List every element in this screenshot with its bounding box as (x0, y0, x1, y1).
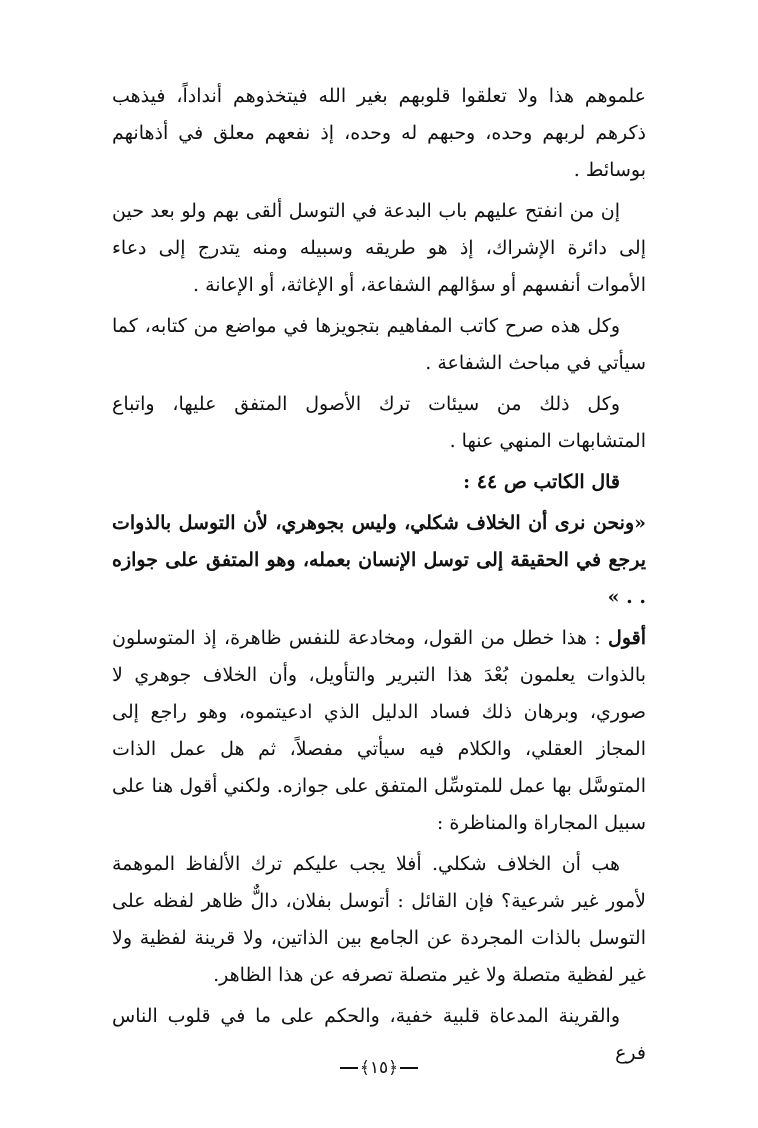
page-body (112, 78, 646, 1076)
paragraph-2: إن من انفتح عليهم باب البدعة في التوسل ألقى بهم ولو بعد حين إلى دائرة الإشراك، إذ هو طريقه وسبيله ومنه يتدرج إلى دعاء الأموات أنفسهم أو سؤالهم الشفاعة، أو الإغاثة، أو الإعانة . (112, 200, 646, 296)
reply-label: أقول (608, 627, 646, 649)
paragraph-4: وكل ذلك من سيئات ترك الأصول المتفق عليها، واتباع المتشابهات المنهي عنها . (112, 393, 646, 452)
quoted-passage: «ونحن نرى أن الخلاف شكلي، وليس بجوهري، لأن التوسل بالذوات يرجع في الحقيقة إلى توسل الإنسان بعمله، وهو المتفق على جوازه . . » (112, 512, 646, 608)
quote-heading: قال الكاتب ص ٤٤ : (463, 471, 620, 493)
reply-paragraph (112, 620, 646, 842)
page-number (0, 1057, 758, 1078)
page-number-left-dash (400, 1067, 418, 1069)
paragraph-1: علموهم هذا ولا تعلقوا قلوبهم بغير الله فيتخذوهم أنداداً، فيذهب ذكرهم لربهم وحده، وحبهم له وحده، إذ نفعهم معلق في أذهانهم بوسائط . (112, 85, 646, 181)
page-number-text: ﴿١٥﴾ (359, 1058, 399, 1078)
page-number-right-dash (340, 1067, 358, 1069)
reply-text: : هذا خطل من القول، ومخادعة للنفس ظاهرة، إذ المتوسلون بالذوات يعلمون بُعْدَ هذا التبرير والتأويل، وأن الخلاف جوهري لا صوري، وبرهان ذلك فساد الدليل الذي ادعيتموه، وهو راجع إلى المجاز العقلي، والكلام فيه سيأتي مفصلاً، ثم هل عمل الذات المتوسَّل بها عمل للمتوسِّل المتفق على جوازه. ولكني أقول هنا على سبيل المجاراة والمناظرة : (112, 627, 646, 834)
paragraph-closing-1: هب أن الخلاف شكلي. أفلا يجب عليكم ترك الألفاظ الموهمة لأمور غير شرعية؟ فإن القائل : أتوسل بفلان، دالٌّ ظاهر لفظه على التوسل بالذات المجردة عن الجامع بين الذاتين، ولا قرينة لفظية ولا غير لفظية متصلة ولا غير متصلة تصرفه عن هذا الظاهر. (112, 853, 646, 986)
paragraph-closing-2: والقرينة المدعاة قلبية خفية، والحكم على ما في قلوب الناس فرع (112, 1005, 646, 1064)
paragraph-3: وكل هذه صرح كاتب المفاهيم بتجويزها في مواضع من كتابه، كما سيأتي في مباحث الشفاعة . (112, 315, 646, 374)
